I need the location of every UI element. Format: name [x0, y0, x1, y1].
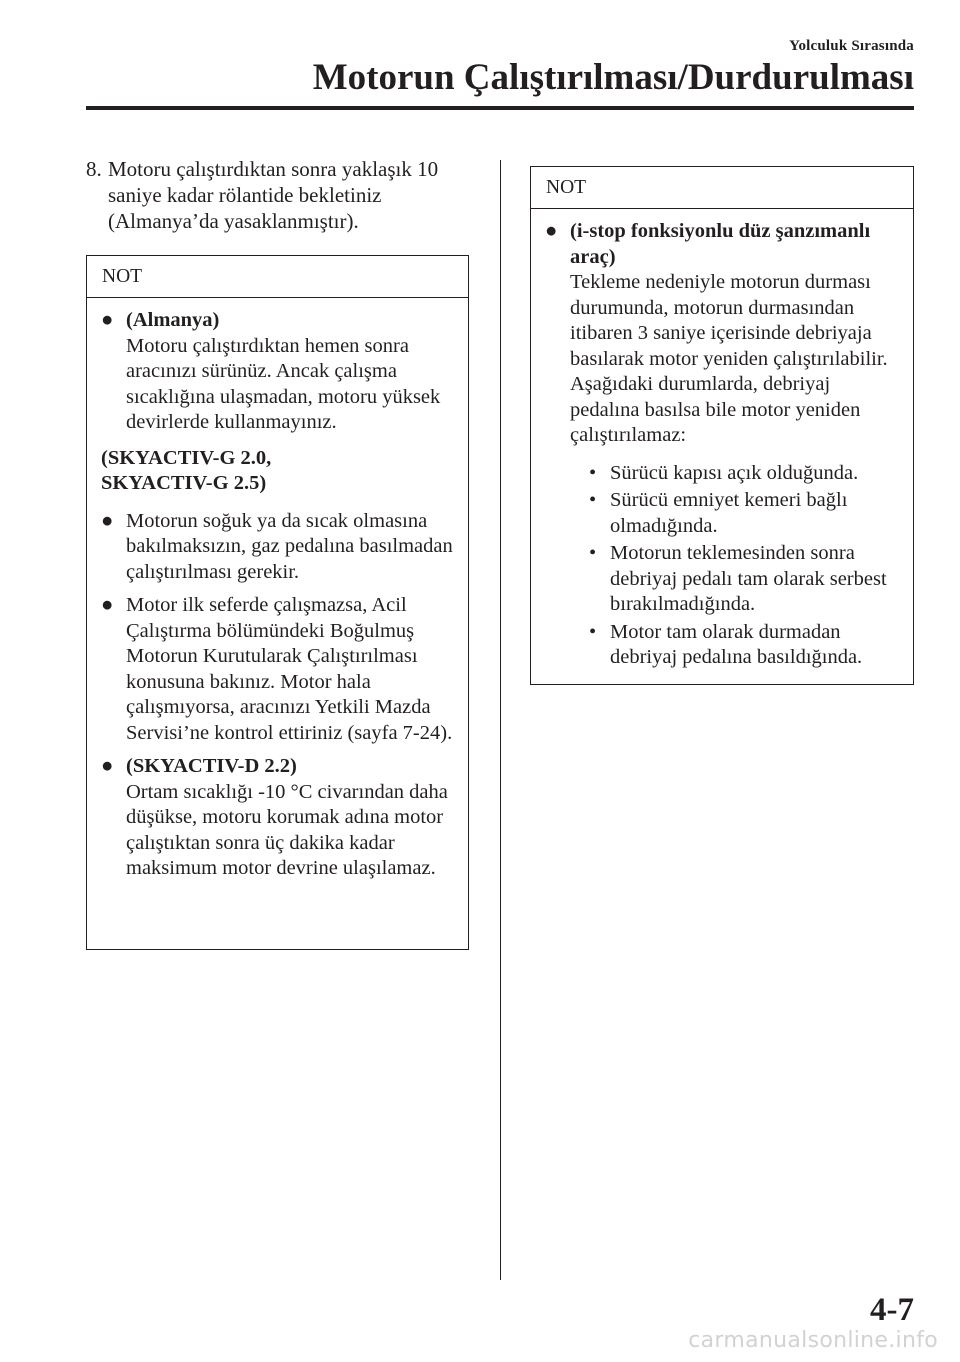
- bullet-icon: ●: [101, 755, 114, 777]
- bullet-icon: •: [589, 620, 597, 643]
- bullet-icon: ●: [545, 220, 558, 242]
- note-item-text: Motorun soğuk ya da sıcak olmasına bakılmaksızın, gaz pedalına basılmadan çalıştırılması gerekir.: [126, 509, 453, 583]
- step-number: 8.: [86, 157, 102, 181]
- sub-list-item: [570, 620, 903, 671]
- note-item: [101, 754, 458, 882]
- column-divider: [500, 160, 501, 1280]
- note-body: [87, 298, 468, 902]
- sub-list-item: [570, 461, 903, 487]
- note-item: [101, 509, 458, 586]
- step-text: Motoru çalıştırdıktan sonra yaklaşık 10 saniye kadar rölantide bekletiniz (Almanya’da yasaklanmıştır).: [108, 157, 439, 233]
- note-body: [531, 209, 913, 691]
- sub-list-text: Sürücü emniyet kemeri bağlı olmadığında.: [610, 489, 848, 537]
- sub-list-text: Sürücü kapısı açık olduğunda.: [610, 461, 859, 484]
- bullet-icon: •: [589, 461, 597, 484]
- bullet-icon: ●: [101, 509, 114, 532]
- page-title: Motorun Çalıştırılması/Durdurulması: [312, 57, 914, 98]
- note-heading: NOT: [531, 167, 913, 209]
- watermark: carmanualsonline.info: [688, 1328, 938, 1353]
- note-box-right: [530, 166, 914, 685]
- bullet-icon: ●: [101, 594, 114, 616]
- note-subheading: [101, 446, 458, 497]
- sub-list-text: Motor tam olarak durmadan debriyaj pedalına basıldığında.: [610, 620, 863, 668]
- subheading-line: (SKYACTIV-G 2.0,: [101, 446, 272, 469]
- bullet-icon: •: [589, 542, 597, 564]
- sub-list-item: [570, 488, 903, 539]
- note-item-text: Motor ilk seferde çalışmazsa, Acil Çalıştırma bölümündeki Boğulmuş Motorun Kurutularak Çalıştırılması konusuna bakınız. Motor hala çalışmıyorsa, aracınızı Yetkili Mazda Servisi’ne kontrol ettiriniz (sayfa 7-24).: [126, 594, 453, 744]
- note-item-text: Tekleme nedeniyle motorun durması durumunda, motorun durmasından itibaren 3 saniye içerisinde debriyaja basılarak motor yeniden çalıştırılabilir. Aşağıdaki durumlarda, debriyaj pedalına basılsa bile motor yeniden çalıştırılamaz:: [570, 271, 888, 446]
- bullet-icon: ●: [101, 309, 114, 331]
- note-item-text: Ortam sıcaklığı -10 °C civarından daha düşükse, motoru korumak adına motor çalıştıktan sonra üç dakika kadar maksimum motor devrine ulaşılamaz.: [126, 780, 448, 879]
- note-heading: NOT: [87, 256, 468, 298]
- note-item-text: Motoru çalıştırdıktan hemen sonra aracınızı sürünüz. Ancak çalışma sıcaklığına ulaşmadan, motoru yüksek devirlerde kullanmayınız.: [126, 334, 441, 433]
- sub-list-item: [570, 541, 903, 618]
- subheading-line: SKYACTIV-G 2.5): [101, 472, 267, 494]
- note-item: [545, 219, 903, 671]
- note-item-title: (i-stop fonksiyonlu düz şanzımanlı araç): [570, 220, 871, 268]
- section-label: Yolculuk Sırasında: [789, 38, 914, 54]
- note-item: [101, 593, 458, 746]
- bullet-icon: •: [589, 489, 597, 511]
- header-rule: [86, 106, 914, 110]
- sub-list: [570, 461, 903, 671]
- note-item: [101, 308, 458, 436]
- note-box-left: [86, 255, 469, 950]
- note-item-title: (SKYACTIV-D 2.2): [126, 755, 297, 777]
- step-8: [86, 156, 486, 234]
- note-item-title: (Almanya): [126, 309, 220, 331]
- page-number: 4-7: [870, 1292, 914, 1328]
- sub-list-text: Motorun teklemesinden sonra debriyaj pedalı tam olarak serbest bırakılmadığında.: [610, 542, 887, 615]
